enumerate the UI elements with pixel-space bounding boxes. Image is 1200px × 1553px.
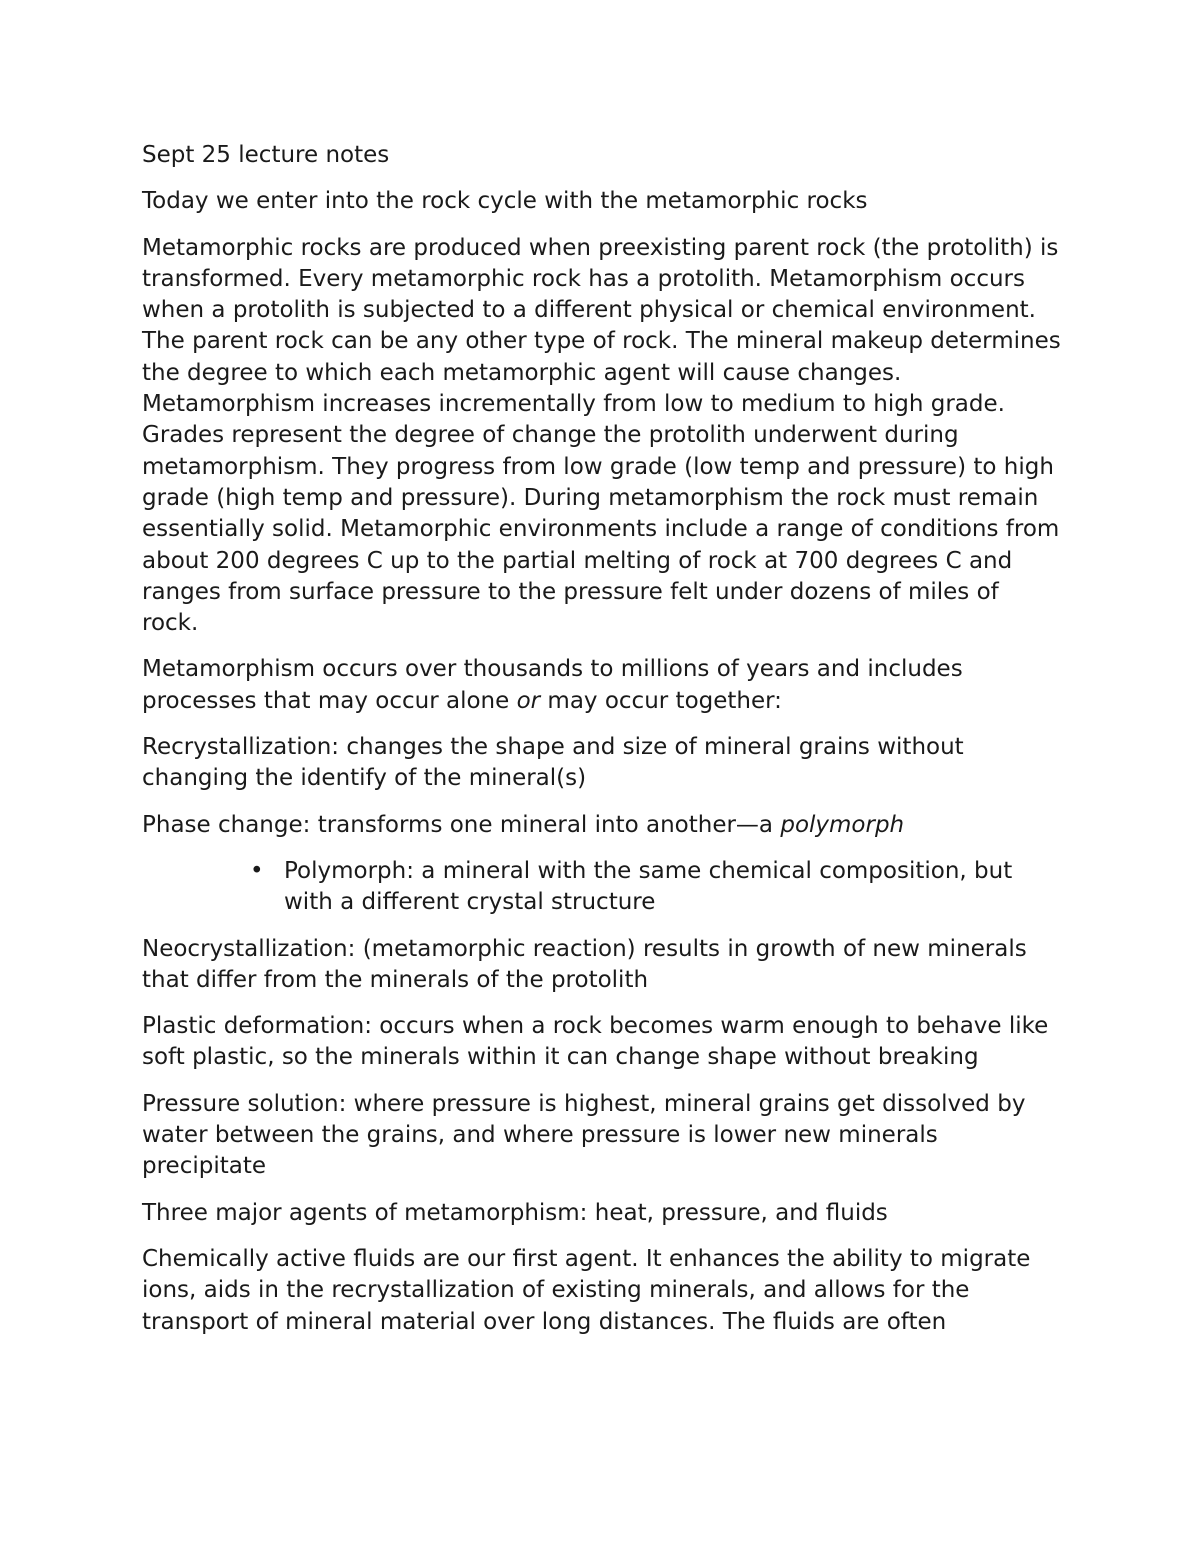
metamorphic-rocks-paragraph: Metamorphic rocks are produced when preexisting parent rock (the protolith) is transformed. Every metamorphic rock has a protolith. Metamorphism occurs when a protolith is subjected to a different physical or chemical environment. The parent rock can be any other type of rock. The mineral makeup determines the degree to which each metamorphic agent will cause changes. Metamorphism increases incrementally from low to medium to high grade. Grades represent the degree of change the protolith underwent during metamorphism. They progress from low grade (low temp and pressure) to high grade (high temp and pressure). During metamorphism the rock must remain essentially solid. Metamorphic environments include a range of conditions from about 200 degrees C up to the partial melting of rock at 700 degrees C and ranges from surface pressure to the pressure felt under dozens of miles of rock. bbox=[142, 234, 1061, 637]
document-page bbox=[142, 140, 1062, 1353]
processes-text-start: Metamorphism occurs over thousands to millions of years and includes processes that may occur alone bbox=[142, 656, 963, 714]
phase-change-text: Phase change: transforms one mineral into another—a bbox=[142, 811, 781, 838]
document-title: Sept 25 lecture notes bbox=[142, 142, 390, 168]
polymorph-bullet-text: Polymorph: a mineral with the same chemical composition, but with a different crystal structure bbox=[284, 857, 1013, 916]
plastic-deformation-paragraph: Plastic deformation: occurs when a rock becomes warm enough to behave like soft plastic, so the minerals within it can change shape without breaking bbox=[142, 1013, 1049, 1071]
pressure-solution-paragraph: Pressure solution: where pressure is highest, mineral grains get dissolved by water between the grains, and where pressure is lower new minerals precipitate bbox=[142, 1090, 1026, 1180]
neocrystallization-paragraph: Neocrystallization: (metamorphic reaction) results in growth of new minerals that differ from the minerals of the protolith bbox=[142, 935, 1027, 993]
three-agents-paragraph: Three major agents of metamorphism: heat, pressure, and fluids bbox=[142, 1199, 888, 1226]
recrystallization-paragraph: Recrystallization: changes the shape and size of mineral grains without changing the identify of the mineral(s) bbox=[142, 734, 964, 792]
processes-text-end: may occur together: bbox=[540, 687, 782, 714]
polymorph-bullet-item bbox=[142, 856, 1062, 919]
phase-change-paragraph bbox=[142, 810, 1062, 841]
chemically-active-fluids-paragraph: Chemically active fluids are our first agent. It enhances the ability to migrate ions, aids in the recrystallization of existing minerals, and allows for the transport of mineral material over long distances. The fluids are often bbox=[142, 1245, 1031, 1335]
processes-paragraph bbox=[142, 654, 1062, 717]
polymorph-emphasis: polymorph bbox=[780, 811, 905, 838]
processes-emphasis: or bbox=[516, 687, 541, 714]
intro-paragraph: Today we enter into the rock cycle with the metamorphic rocks bbox=[142, 188, 868, 215]
bullet-icon: • bbox=[250, 857, 264, 884]
